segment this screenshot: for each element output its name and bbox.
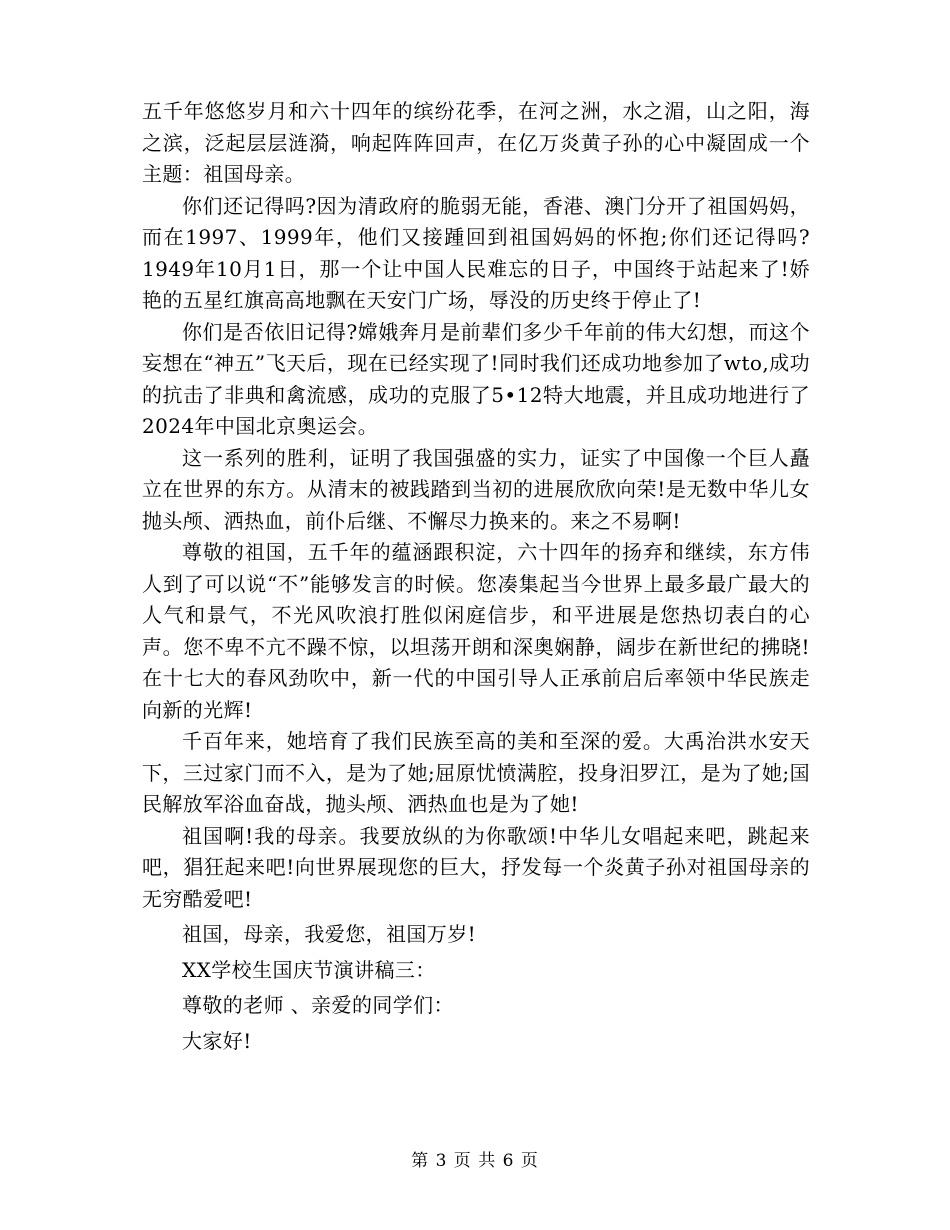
salutation: 尊敬的老师 、亲爱的同学们： — [182, 993, 454, 1017]
greeting: 大家好! — [182, 1028, 252, 1053]
speech-three-heading: XX学校生国庆节演讲稿三： — [182, 957, 436, 982]
paragraph-achievements: 你们是否依旧记得?嫦娥奔月是前辈们多少千年前的伟大幻想，而这个妄想在“神五”飞天后，现在已经实现了!同时我们还成功地参加了wto,成功的抗击了非典和禽流感，成功的克服了5•12特大地震，并且成功地进行了2024年中国北京奥运会。 — [142, 319, 810, 438]
paragraph-long-live: 祖国，母亲，我爱您，祖国万岁! — [182, 922, 477, 946]
paragraph-hongkong-macau: 你们还记得吗?因为清政府的脆弱无能，香港、澳门分开了祖国妈妈，而在1997、1999年，他们又接踵回到祖国妈妈的怀抱;你们还记得吗?1949年10月1日，那一个让中国人民难忘的日子，中国终于站起来了!娇艳的五星红旗高高地飘在天安门广场，辱没的历史终于停止了! — [142, 193, 810, 312]
paragraph-praise: 祖国啊!我的母亲。我要放纵的为你歌颂!中华儿女唱起来吧，跳起来吧，猖狂起来吧!向世界展现您的巨大，抒发每一个炎黄子孙对祖国母亲的无穷酷爱吧! — [142, 823, 810, 911]
speech-body — [142, 96, 810, 1057]
paragraph-respected-motherland: 尊敬的祖国，五千年的蕴涵跟积淀，六十四年的扬弃和继续，东方伟人到了可以说“不”能够发言的时候。您凑集起当今世界上最多最广最大的人气和景气，不光风吹浪打胜似闲庭信步，和平进展是您热切表白的心声。您不卑不亢不躁不惊，以坦荡开朗和深奥娴静，阔步在新世纪的拂晓!在十七大的春风劲吹中，新一代的中国引导人正承前启后率领中华民族走向新的光辉! — [142, 540, 810, 722]
page-number-footer: 第 3 页 共 6 页 — [411, 1151, 539, 1171]
paragraph-motherland-theme: 五千年悠悠岁月和六十四年的缤纷花季，在河之洲，水之湄，山之阳，海之滨，泛起层层涟漪，响起阵阵回声，在亿万炎黄子孙的心中凝固成一个主题：祖国母亲。 — [142, 99, 810, 186]
paragraph-thousand-years: 千百年来，她培育了我们民族至高的美和至深的爱。大禹治洪水安天下，三过家门而不入，是为了她;屈原忧愤满腔，投身汨罗江，是为了她;国民解放军浴血奋战，抛头颅、洒热血也是为了她! — [142, 729, 810, 816]
paragraph-victories: 这一系列的胜利，证明了我国强盛的实力，证实了中国像一个巨人矗立在世界的东方。从清末的被践踏到当初的进展欣欣向荣!是无数中华儿女抛头颅、洒热血，前仆后继、不懈尽力换来的。来之不易啊! — [142, 445, 810, 533]
